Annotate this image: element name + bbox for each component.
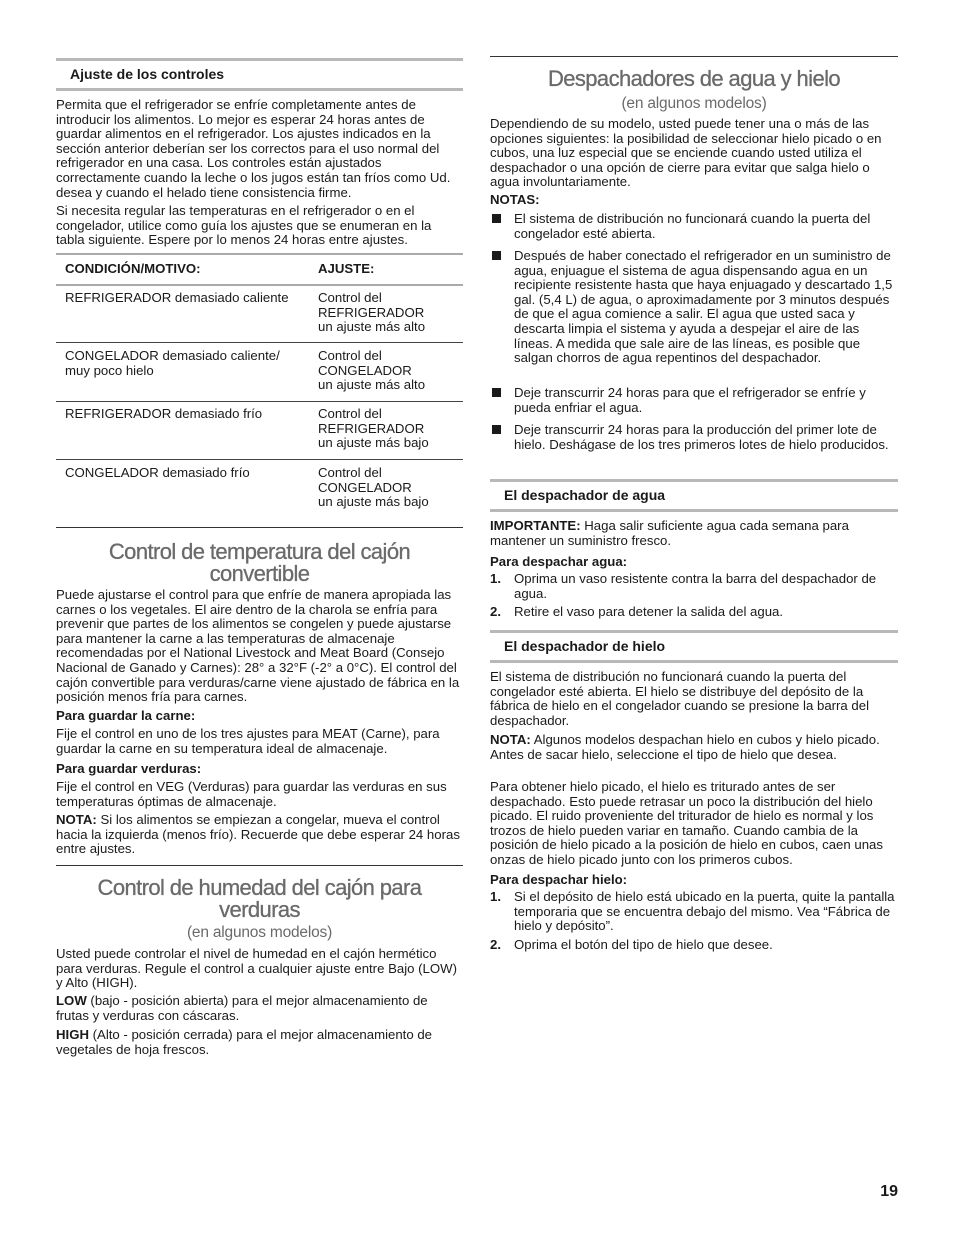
adjustment-table xyxy=(56,253,463,528)
high-description: HIGH (Alto - posición cerrada) para el mejor almacenamiento de vegetales de hoja frescos. xyxy=(56,1027,433,1057)
veg-text: Fije el control en VEG (Verduras) para guardar las verduras en sus temperaturas óptimas de almacenaje. xyxy=(56,779,447,809)
list-item: 2. Retire el vaso para detener la salida del agua. xyxy=(490,604,784,619)
humedad-subtitle: (en algunos modelos) xyxy=(186,924,333,941)
bullet-square-icon xyxy=(492,251,501,260)
bullet-square-icon xyxy=(492,425,501,434)
convertible-note: NOTA: Si los alimentos se empiezan a congelar, mueva el control hacia la izquierda (menos frío). Recuerde que debe esperar 24 horas entre ajustes. xyxy=(56,812,460,857)
list-item: 1. Oprima un vaso resistente contra la barra del despachador de agua. xyxy=(490,571,877,601)
meat-text: Fije el control en uno de los tres ajustes para MEAT (Carne), para guardar la carne en su temperatura ideal de almacenaje. xyxy=(56,726,440,756)
table-cell-setting: Control del REFRIGERADOR un ajuste más bajo xyxy=(318,406,429,451)
meat-label: Para guardar la carne: xyxy=(56,708,196,723)
bullet-square-icon xyxy=(492,388,501,397)
list-item: El sistema de distribución no funcionará cuando la puerta del congelador esté abierta. xyxy=(490,212,898,241)
table-cell-condition: CONGELADOR demasiado caliente/ muy poco hielo xyxy=(65,348,280,378)
hielo-paragraph-1: El sistema de distribución no funcionará cuando la puerta del congelador esté abierta. El hielo se distribuye del depósito de la fábrica de hielo en el congelador cuando se presione la barra del despachador. xyxy=(490,669,870,728)
hielo-note: NOTA: Algunos modelos despachan hielo en cubos y hielo picado. Antes de sacar hielo, seleccione el tipo de hielo que desea. xyxy=(490,732,880,762)
agua-steps-label: Para despachar agua: xyxy=(490,554,628,569)
table-cell-setting: Control del REFRIGERADOR un ajuste más alto xyxy=(318,290,426,335)
table-header-setting: AJUSTE: xyxy=(318,261,375,276)
humedad-paragraph: Usted puede controlar el nivel de humedad en el cajón hermético para verduras. Regule el control a cualquier ajuste entre Bajo (LOW) y Alto (HIGH). xyxy=(56,946,457,991)
table-cell-condition: REFRIGERADOR demasiado frío xyxy=(65,406,263,421)
agua-heading: El despachador de agua xyxy=(490,479,898,512)
bullet-square-icon xyxy=(492,214,501,223)
list-item: Deje transcurrir 24 horas para que el refrigerador se enfríe y pueda enfriar el agua. xyxy=(490,386,898,415)
humedad-title: Control de humedad del cajón para verduras xyxy=(97,875,422,922)
table-cell-condition: REFRIGERADOR demasiado caliente xyxy=(65,290,289,305)
convertible-title: Control de temperatura del cajón convertible xyxy=(108,539,411,586)
section-divider xyxy=(56,865,463,866)
hielo-steps-label: Para despachar hielo: xyxy=(490,872,628,887)
despachadores-title: Despachadores de agua y hielo xyxy=(547,66,841,91)
table-cell-condition: CONGELADOR demasiado frío xyxy=(65,465,250,480)
notes-label: NOTAS: xyxy=(490,192,540,207)
section-divider xyxy=(490,56,898,57)
low-description: LOW (bajo - posición abierta) para el mejor almacenamiento de frutas y verduras con cáscaras. xyxy=(56,993,428,1023)
table-cell-setting: Control del CONGELADOR un ajuste más bajo xyxy=(318,465,429,510)
list-item: 1. Si el depósito de hielo está ubicado en la puerta, quite la pantalla temporaria que se encuentra debajo del mismo. Vea “Fábrica de hielo y depósito”. xyxy=(490,889,895,934)
despachadores-subtitle: (en algunos modelos) xyxy=(621,95,767,112)
agua-important: IMPORTANTE: Haga salir suficiente agua cada semana para mantener un suministro fresco. xyxy=(490,518,849,548)
hielo-heading: El despachador de hielo xyxy=(490,630,898,663)
table-cell-setting: Control del CONGELADOR un ajuste más alto xyxy=(318,348,426,393)
list-item: Después de haber conectado el refrigerador en un suministro de agua, enjuague el sistema de agua dispensando agua en un recipiente resistente hasta que haya enjuagado y descartado 1,5 gal. (5,4 L) de agua, o aproximadamente por 3 minutos después de que el agua comience a salir. El agua que usted saca y descarta limpia el sistema y ayuda a despejar el aire de las líneas. A medida que sale aire de las líneas, es posible que salgan chorros de agua repentinos del despachador. xyxy=(490,249,898,366)
hielo-paragraph-2: Para obtener hielo picado, el hielo es triturado antes de ser despachado. Esto puede retrasar un poco la distribución del hielo picado. El ruido proveniente del triturador de hielo es normal y los trozos de hielo pueden variar en tamaño. Cuando cambia de la posición de hielo picado a la posición de hielo en cubos, caen unas onzas de hielo picado junto con los primeros cubos. xyxy=(490,779,883,867)
despachadores-paragraph: Dependiendo de su modelo, usted puede tener una o más de las opciones siguientes: la posibilidad de seleccionar hielo picado o en cubos, una luz especial que se enciende cuando usted utiliza el despachador o una opción de cierre para evitar que salga hielo o agua involuntariamente. xyxy=(490,116,882,190)
table-header-condition: CONDICIÓN/MOTIVO: xyxy=(65,261,201,276)
ajuste-heading: Ajuste de los controles xyxy=(56,58,463,91)
ajuste-paragraph-2: Si necesita regular las temperaturas en el refrigerador o en el congelador, utilice como guía los ajustes que se enumeran en la tabla siguiente. Espere por lo menos 24 horas entre ajustes. xyxy=(56,203,432,248)
section-divider xyxy=(56,527,463,528)
page-number: 19 xyxy=(880,1183,898,1200)
ajuste-paragraph-1: Permita que el refrigerador se enfríe completamente antes de introducir los alimentos. Lo mejor es esperar 24 horas antes de guardar alimentos en el refrigerador. Los ajustes indicados en la sección anterior deberían ser los correctos para el uso normal del refrigerador en una casa. Los controles están ajustados correctamente cuando la leche o los jugos están tan fríos como Ud. desea y cuando el helado tiene consistencia firme. xyxy=(56,97,451,200)
list-item: 2. Oprima el botón del tipo de hielo que desee. xyxy=(490,937,773,952)
list-item: Deje transcurrir 24 horas para la producción del primer lote de hielo. Deshágase de los tres primeros lotes de hielo producidos. xyxy=(490,423,898,452)
convertible-paragraph: Puede ajustarse el control para que enfríe de manera apropiada las carnes o los vegetales. El aire dentro de la charola se enfría para prevenir que partes de los alimentos se congelen y puede ajustarse para mantener la carne a las temperaturas de almacenaje recomendadas por el National Livestock and Meat Board (Consejo Nacional de Ganado y Carnes): 28° a 32°F (-2° a 0°C). El control del cajón convertible para verduras/carne viene ajustado de fábrica en la posición menos fría para carnes. xyxy=(56,587,460,705)
veg-label: Para guardar verduras: xyxy=(56,761,202,776)
